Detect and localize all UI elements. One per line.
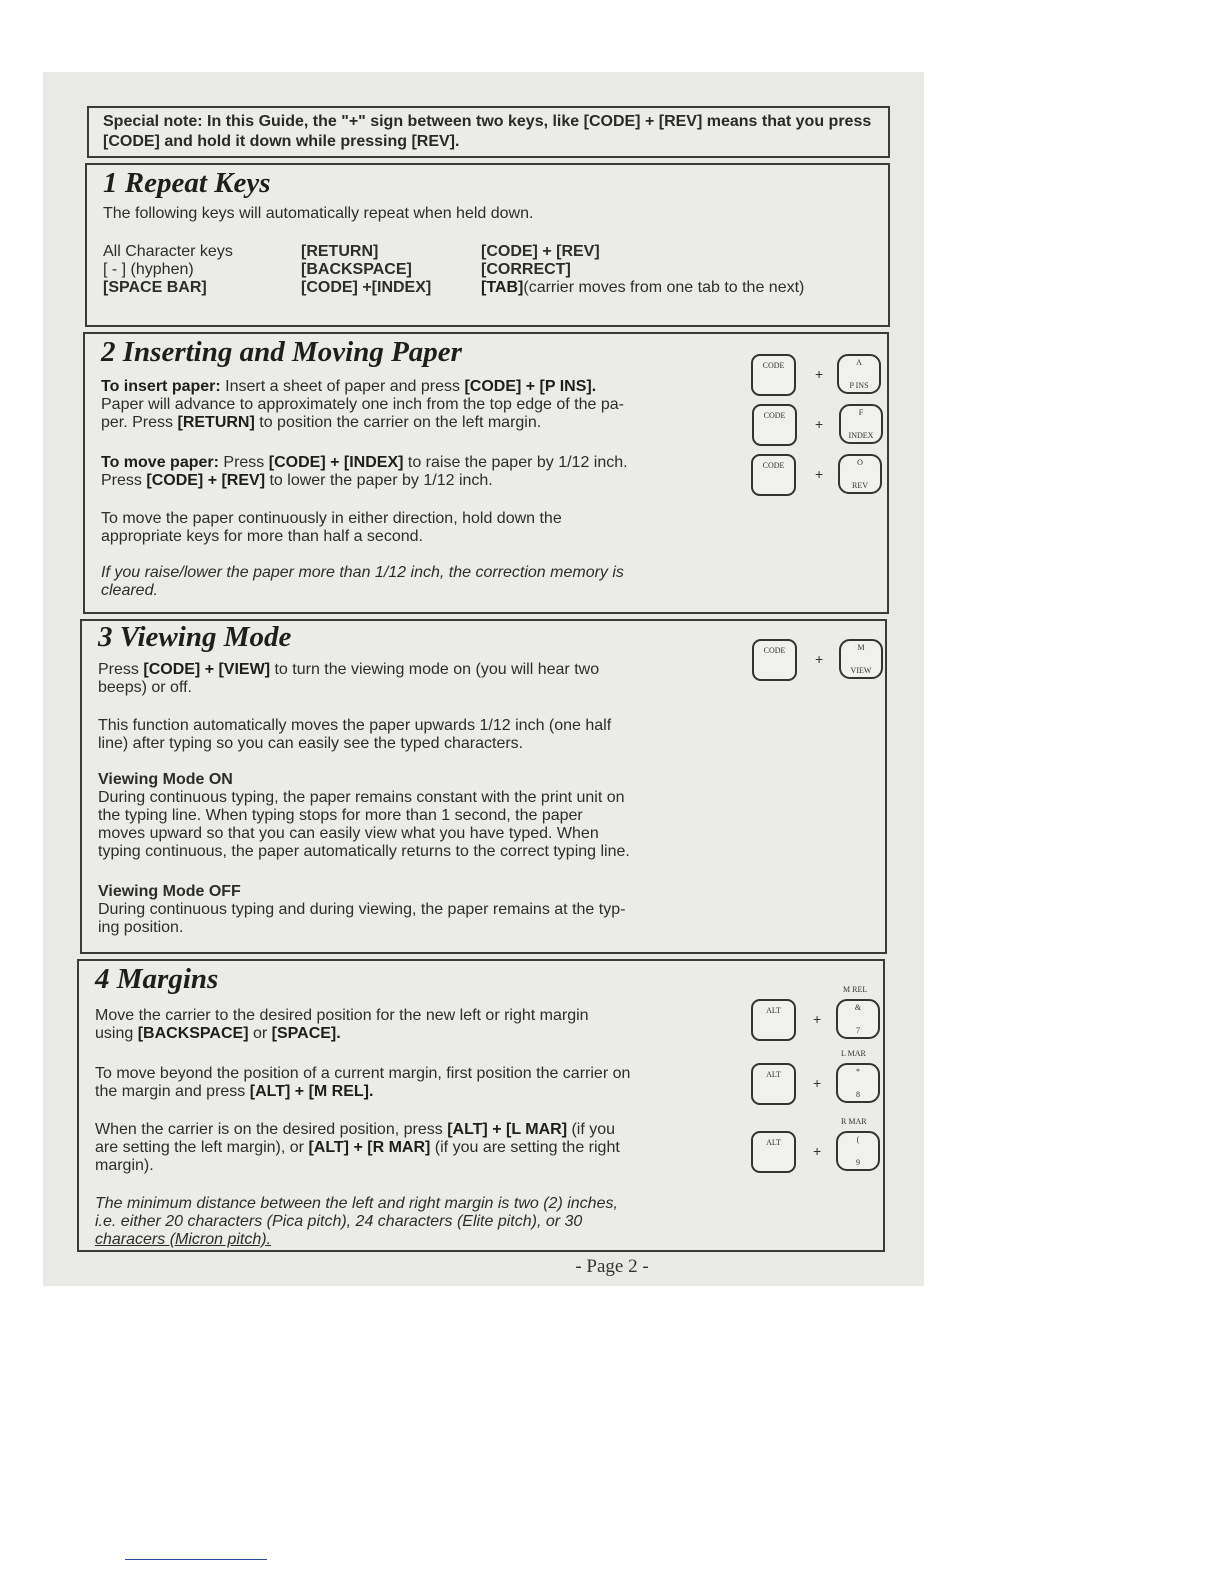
section-margins [77,959,885,1252]
key-label: R MAR [841,1117,867,1126]
plus-sign: + [813,1011,822,1027]
move-paper-paragraph: To move paper: Press [CODE] + [INDEX] to raise the paper by 1/12 inch. Press [CODE] + [REV] to lower the paper by 1/12 inch. [101,454,628,489]
page-number: - Page 2 - [575,1256,649,1277]
section-repeat-keys [85,163,890,327]
special-note [87,106,890,158]
p-ins-key-icon: A P INS [837,354,881,394]
plus-sign: + [815,366,824,382]
section-title: 2 Inserting and Moving Paper [101,336,462,368]
key-label: M REL [843,985,868,994]
section-inserting-paper [83,332,889,614]
code-key-icon: CODE [751,454,796,496]
margins-paragraph-1: Move the carrier to the desired position for the new left or right margin using [BACKSPACE] or [SPACE]. [95,1007,589,1042]
plus-sign: + [815,466,824,482]
viewing-mode-off: Viewing Mode OFF During continuous typing and during viewing, the paper remains at the typ- ing position. [98,883,626,936]
footnote-separator [125,1559,267,1560]
repeat-keys-col2: [RETURN] [BACKSPACE] [CODE] +[INDEX] [301,243,432,296]
section-viewing-mode [80,619,887,954]
m-rel-key-icon: & 7 [836,999,880,1039]
code-key-icon: CODE [752,639,797,681]
correction-memory-note: If you raise/lower the paper more than 1/12 inch, the correction memory is cleared. [101,564,624,599]
section-title: 4 Margins [95,963,219,995]
viewing-mode-intro: Press [CODE] + [VIEW] to turn the viewing mode on (you will hear two beeps) or off. [98,661,600,696]
plus-sign: + [815,651,824,667]
key-label: L MAR [841,1049,866,1058]
margins-minimum-note: The minimum distance between the left and right margin is two (2) inches, i.e. either 20 characters (Pica pitch), 24 characters (Elite pitch), or 30 characers (Micron pitch). [95,1195,618,1248]
viewing-mode-function: This function automatically moves the paper upwards 1/12 inch (one half line) after typing so you can easily see the typed characters. [98,717,612,752]
section-intro: The following keys will automatically repeat when held down. [103,205,534,222]
insert-paper-paragraph: To insert paper: Insert a sheet of paper and press [CODE] + [P INS]. Paper will advance to approximately one inch from the top edge of the pa- per. Press [RETURN] to position the carrier on the left margin. [101,378,624,431]
repeat-keys-col3: [CODE] + [REV] [CORRECT] [TAB](carrier moves from one tab to the next) [481,243,805,296]
l-mar-key-icon: * 8 [836,1063,880,1103]
margins-paragraph-2: To move beyond the position of a current margin, first position the carrier on the margin and press [ALT] + [M REL]. [95,1065,631,1100]
margins-paragraph-3: When the carrier is on the desired position, press [ALT] + [L MAR] (if you are setting the left margin), or [ALT] + [R MAR] (if you are setting the right margin). [95,1121,620,1174]
view-key-icon: M VIEW [839,639,883,679]
viewing-mode-on: Viewing Mode ON During continuous typing, the paper remains constant with the print unit on the typing line. When typing stops for more than 1 second, the paper moves upward so that you can easily view what you have typed. When typing continuous, the paper automatically returns to the correct typing line. [98,771,630,860]
alt-key-icon: ALT [751,1131,796,1173]
continuous-move-paragraph: To move the paper continuously in either direction, hold down the appropriate keys for more than half a second. [101,510,562,545]
alt-key-icon: ALT [751,999,796,1041]
index-key-icon: F INDEX [839,404,883,444]
repeat-keys-col1: All Character keys [ - ] (hyphen) [SPACE BAR] [103,243,233,296]
rev-key-icon: O REV [838,454,882,494]
plus-sign: + [813,1143,822,1159]
section-title: 1 Repeat Keys [103,167,271,199]
plus-sign: + [815,416,824,432]
section-title: 3 Viewing Mode [98,621,292,653]
code-key-icon: CODE [752,404,797,446]
special-note-text: Special note: In this Guide, the "+" sign between two keys, like [CODE] + [REV] means that you press [CODE] and hold it down while pressing [REV]. [103,113,872,150]
plus-sign: + [813,1075,822,1091]
code-key-icon: CODE [751,354,796,396]
r-mar-key-icon: ( 9 [836,1131,880,1171]
alt-key-icon: ALT [751,1063,796,1105]
